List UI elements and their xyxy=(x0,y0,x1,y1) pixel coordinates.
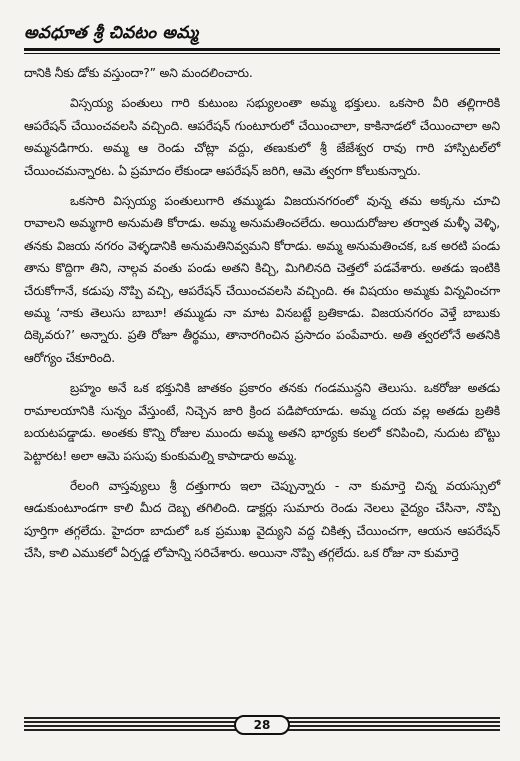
footer-rule xyxy=(286,717,500,719)
footer-rule xyxy=(24,721,238,723)
footer-rule xyxy=(24,729,238,731)
paragraph: రేలంగి వాస్తవ్యులు శ్రీ దత్తుగారు ఇలా చెప్పున్నారు - నా కుమార్తె చిన్న వయస్సులో ఆడుకుంటూండగా కాలి మీద దెబ్బ తగిలింది. డాక్టర్లు సుమారు రెండు నెలలు వైద్యం చేసినా, నొప్పి పూర్తిగా తగ్గలేదు. హైదరా బాదులో ఒక ప్రముఖ వైద్యుని వద్ద చికిత్స చేయించగా, ఆయన ఆపరేషన్ చేసి, కాలి ఎముకలో ఏర్పడ్డ లోపాన్ని సరిచేశారు. అయినా నొప్పి తగ్గలేదు. ఒక రోజు నా కుమార్తె xyxy=(24,478,500,561)
paragraph: ఒకసారి విస్సయ్య పంతులుగారి తమ్ముడు విజయనగరంలో వున్న తమ అక్కను చూచి రావాలని అమ్మగారి అనుమతి కోరాడు. అమ్మ అనుమతించలేదు. అయిదురోజుల తర్వాత మళ్ళీ వెళ్ళి, తనకు విజయ నగరం వెళ్ళడానికి అనుమతినివ్వమని కోరాడు. అమ్మ అనుమతించక, ఒక అరటి పండు తాను కొద్దిగా తిని, నాల్గవ వంతు పండు అతని కిచ్చి, మిగిలినది చెత్తలో పడవేశారు. అతడు ఇంటికి చేరుకోగానే, కడుపు నొప్పి వచ్చి, ఆపరేషన్ చేయించవలసి వచ్చింది. ఈ విషయం అమ్మకు విన్నవించగా అమ్మ ‘నాకు తెలుసు బాబూ! తమ్ముడు నా మాట వినబట్టే బ్రతికాడు. విజయనగరం వెళ్తే బాబుకు దిక్కెవరు?’ అన్నారు. ప్రతి రోజూ తీర్థము, తానారగించిన ప్రసాదం పంపేవారు. అతి త్వరలోనే అతనికి ఆరోగ్యం చేకూరింది. xyxy=(24,194,500,365)
footer-rule xyxy=(24,725,238,727)
footer-rule xyxy=(24,717,238,719)
header-rule-thick xyxy=(24,48,500,51)
paragraph: విస్సయ్య పంతులు గారి కుటుంబ సభ్యులంతా అమ్మ భక్తులు. ఒకసారి వీరి తల్లిగారికి ఆపరేషన్ చేయించవలసి వచ్చింది. ఆపరేషన్ గుంటూరులో చేయించాలా, కాకినాడలో చేయించాలా అని అమ్మనడిగారు. అమ్మ ఆ రెండు చోట్లా వద్దు, తణుకులో శ్రీ జేజేశ్వర రావు గారి హాస్పిటల్‌లో చేయించమన్నారట. ఏ ప్రమాదం లేకుండా ఆపరేషన్ జరిగి, ఆమె త్వరగా కోలుకున్నారు. xyxy=(24,96,500,178)
paragraph: బ్రహ్మం అనే ఒక భక్తునికి జాతకం ప్రకారం తనకు గండమున్దని తెలుసు. ఒకరోజు అతడు రామాలయానికి సున్నం వేస్తుంటే, నిచ్చెన జారి క్రింద పడిపోయాడు. అమ్మ దయ వల్ల అతడు బ్రతికి బయటపడ్డాడు. అంతకు కొన్ని రోజుల ముందు అమ్మ అతని భార్యకు కలలో కనిపించి, నుదుట బొట్టు పెట్టారట! అలా ఆమె పసుపు కుంకుమల్ని కాపాడారు అమ్మ. xyxy=(24,381,500,463)
header-rule xyxy=(24,48,500,56)
running-header xyxy=(24,20,500,58)
footer-rule xyxy=(286,729,500,731)
footer-rule xyxy=(286,725,500,727)
page-body xyxy=(24,62,500,565)
page-number: 28 xyxy=(234,715,290,735)
paragraph-continuation: దానికి నీకు డోకు వస్తుందా?” అని మందలించారు. xyxy=(24,66,253,80)
footer-rule xyxy=(286,721,500,723)
book-title: అవధూత శ్రీ చివటం అమ్మ xyxy=(24,23,199,43)
header-rule-thin xyxy=(24,53,500,54)
page-footer xyxy=(24,714,500,736)
